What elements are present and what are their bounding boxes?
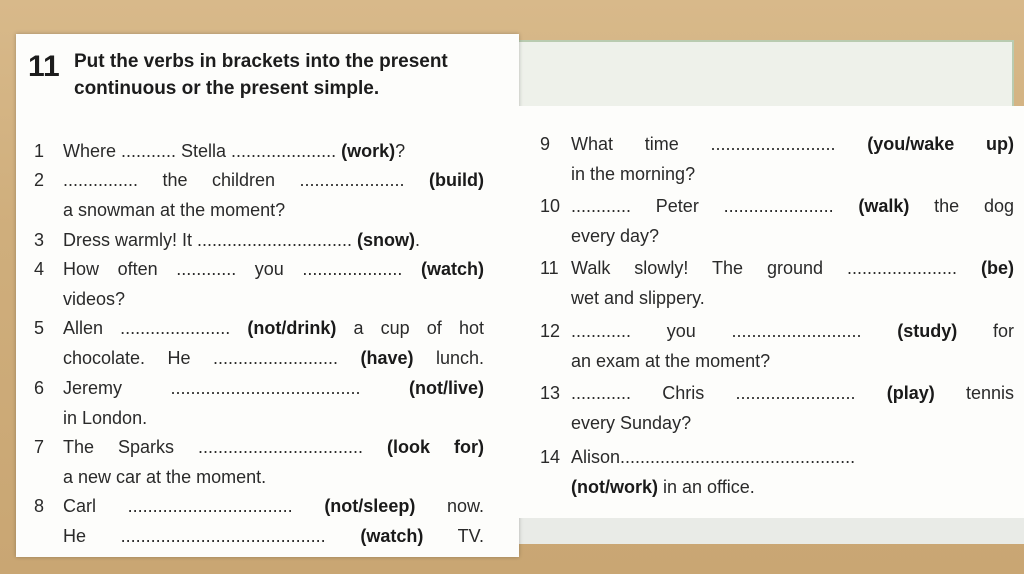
exercise-item [34,374,484,433]
item-number: 5 [34,318,45,338]
exercise-item [540,254,1014,313]
item-number: 9 [540,134,551,154]
exercise-item [540,192,1014,251]
exercise-item [34,433,484,492]
item-line: The Sparks ................................. (look for) [63,437,484,457]
exercise-item [34,314,484,373]
item-line: ............ Chris ........................ (play) tennis [571,383,1014,403]
item-line: videos? [63,288,126,309]
exercise-item [540,443,1014,502]
item-line: in London. [63,407,148,428]
item-line: a snowman at the moment? [63,199,286,220]
item-number: 8 [34,496,45,516]
item-line: Allen ...................... (not/drink) a cup of hot [63,318,484,338]
item-line: Carl ................................. (not/sleep) now. [63,496,484,516]
item-number: 14 [540,447,561,467]
exercise-item [540,317,1014,376]
item-line: every Sunday? [571,412,692,433]
exercise-item [34,226,484,256]
item-number: 6 [34,378,45,398]
item-line: wet and slippery. [571,287,705,308]
exercise-item [34,492,484,551]
exercise-item [540,130,1014,189]
exercise-instruction: Put the verbs in brackets into the present continuous or the present simple. [74,51,448,99]
item-line: He ......................................... (watch) TV. [63,525,484,546]
exercise-item [540,379,1014,438]
item-line: Walk slowly! The ground ...................... (be) [571,258,1014,278]
item-number: 7 [34,437,45,457]
exercise-number: 11 [28,50,60,83]
item-line: How often ............ you .................... (watch) [63,259,484,279]
item-line: in the morning? [571,163,696,184]
exercise-item [34,255,484,314]
item-line: every day? [571,225,660,246]
item-line: a new car at the moment. [63,466,267,487]
item-line: ............ you .......................... (study) for [571,321,1015,341]
item-number: 12 [540,321,561,341]
item-number: 4 [34,259,45,279]
item-number: 13 [540,383,561,403]
exercise-item [34,166,484,225]
exercise-item [34,137,484,167]
item-line: Where ........... Stella ..................... (work)? [63,141,406,161]
item-line: chocolate. He ......................... (have) lunch. [63,347,484,368]
item-line: (not/work) in an office. [571,476,755,497]
item-line: What time ......................... (you/wake up) [571,134,1014,154]
item-number: 1 [34,141,45,161]
item-line: an exam at the moment? [571,350,771,371]
item-number: 11 [540,258,559,278]
item-line: Alison............................................... [571,447,856,467]
item-line: Dress warmly! It ............................... (snow). [63,230,421,250]
item-line: ............... the children ..................... (build) [63,170,484,190]
item-number: 2 [34,170,45,190]
item-line: ............ Peter ...................... (walk) the dog [571,196,1014,216]
item-line: Jeremy ...................................... (not/live) [63,378,484,398]
item-number: 3 [34,230,45,250]
item-number: 10 [540,196,561,216]
